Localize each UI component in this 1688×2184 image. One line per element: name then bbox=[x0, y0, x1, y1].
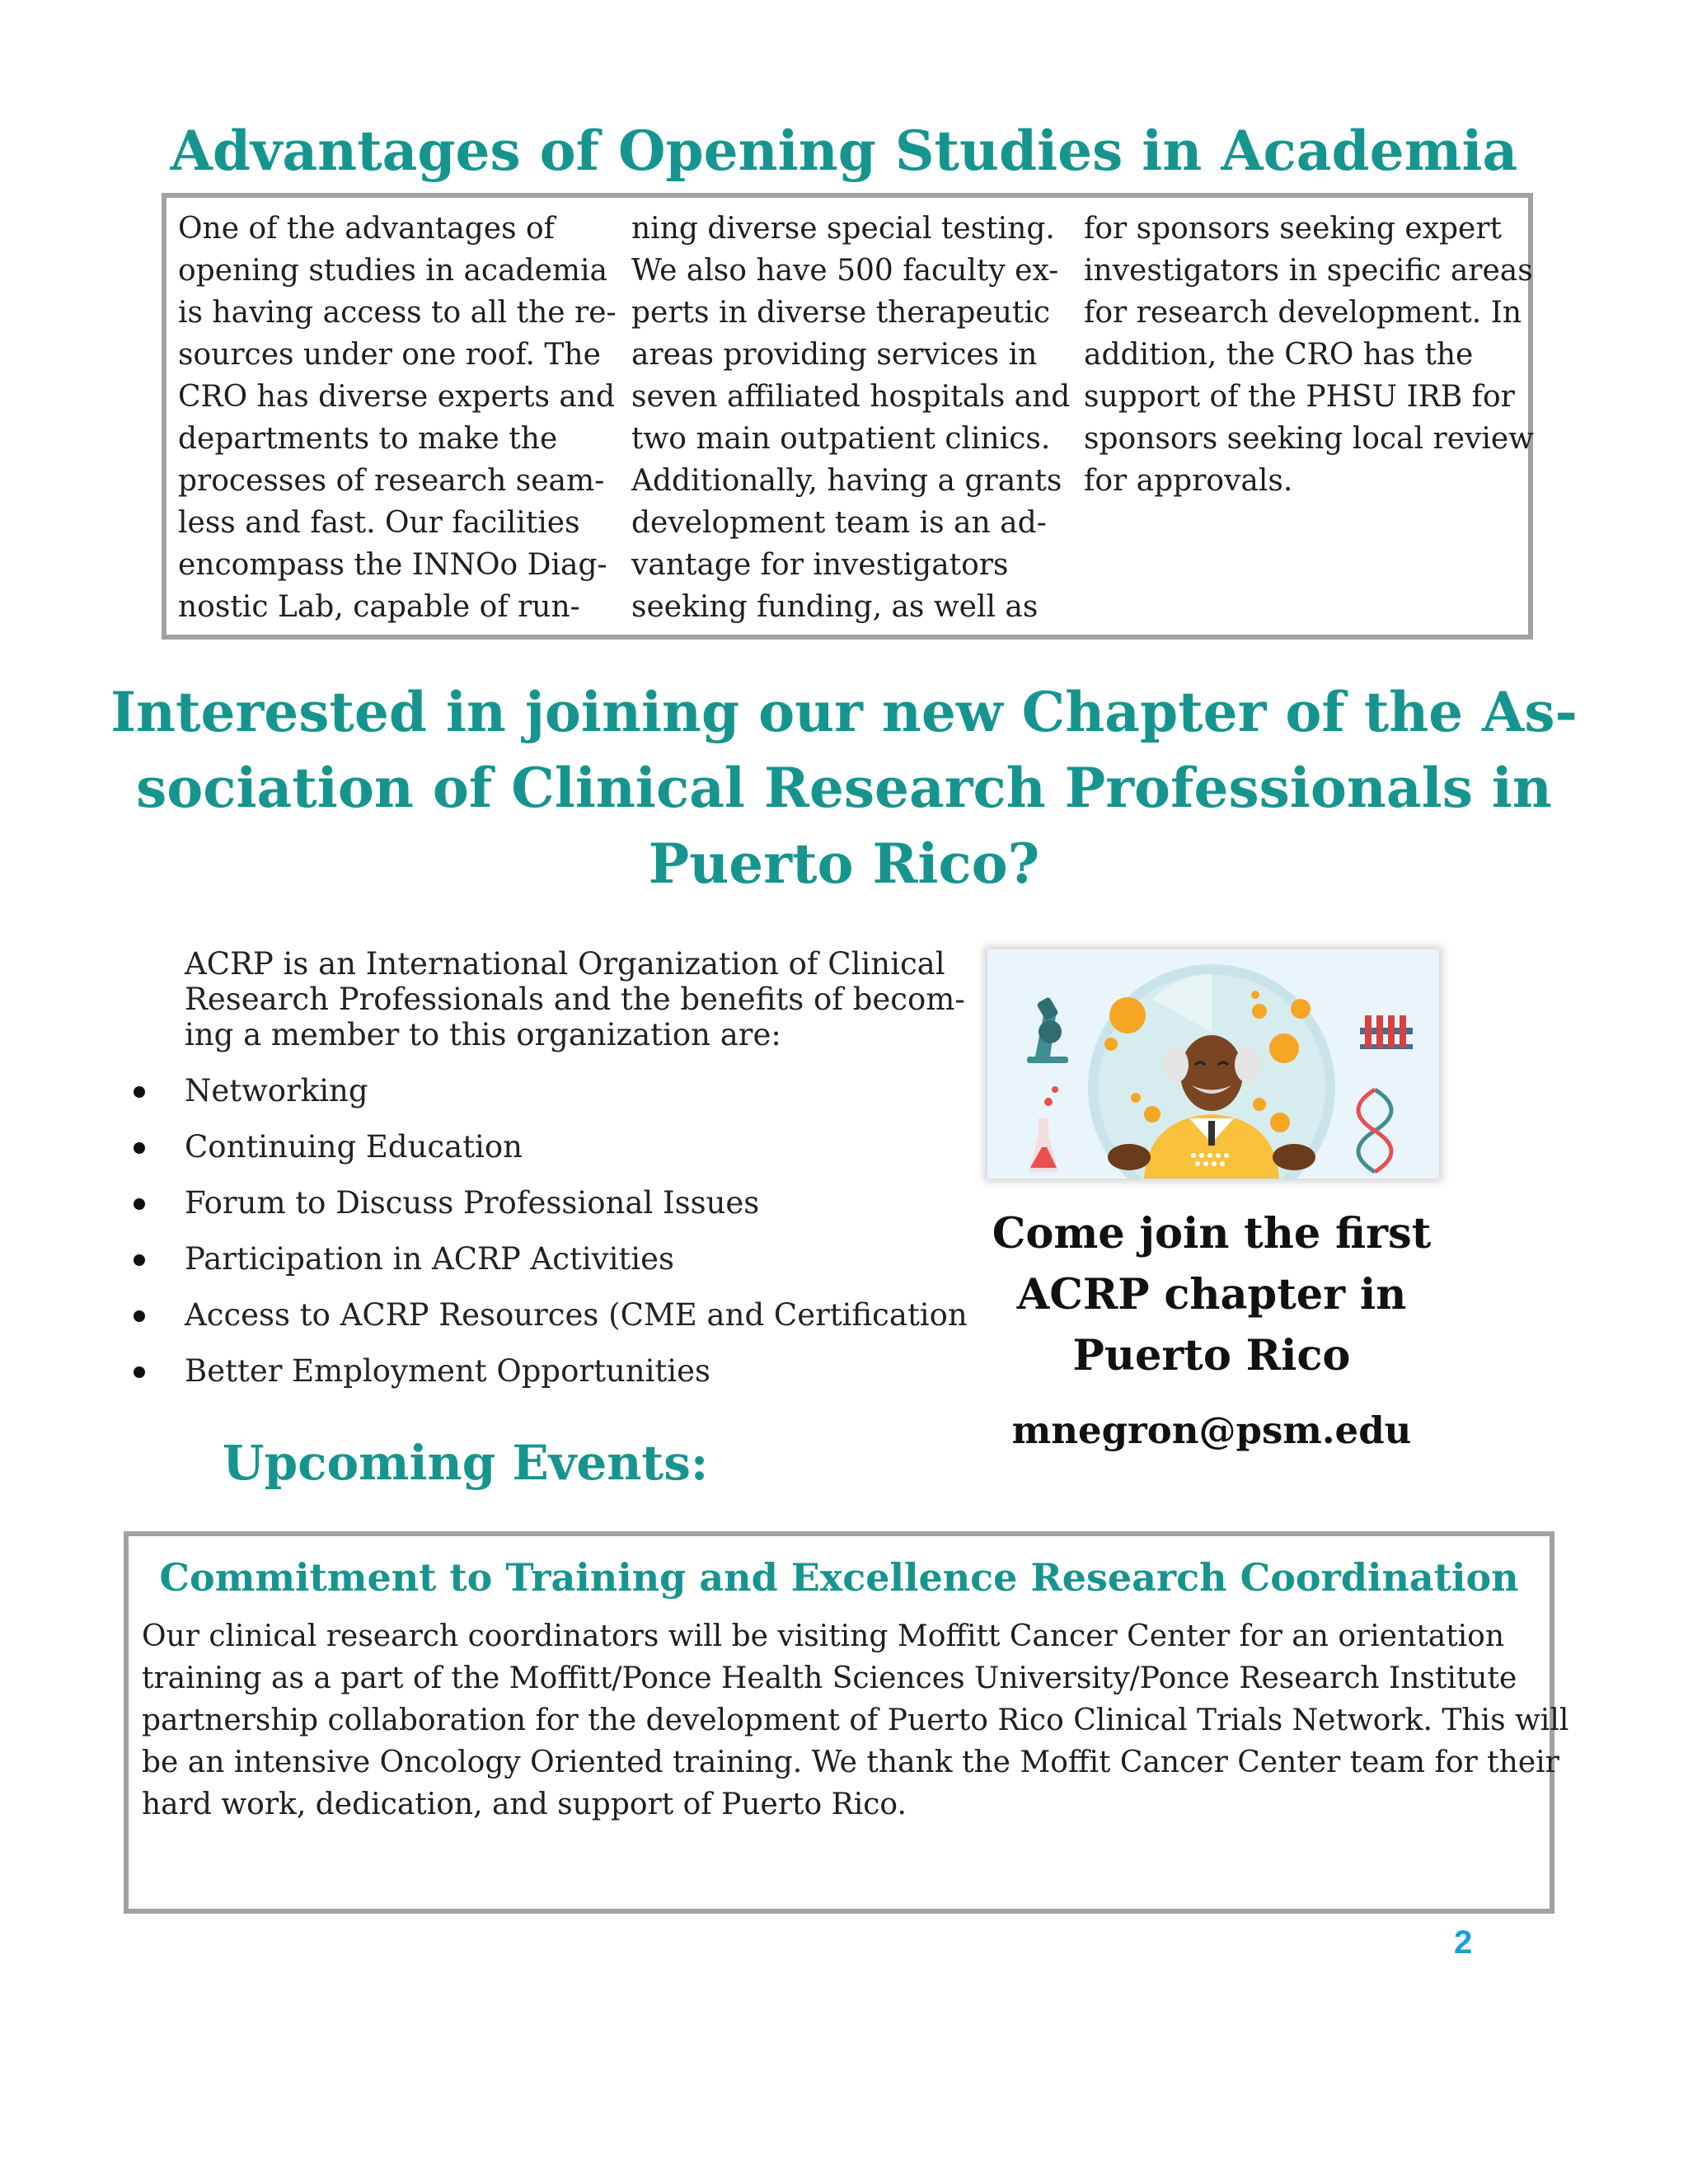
title-line: Interested in joining our new Chapter of the As- bbox=[110, 680, 1578, 744]
text-line: One of the advantages of bbox=[178, 212, 555, 246]
text-line: training as a part of the Moffitt/Ponce Health Sciences University/Ponce Research Institute bbox=[142, 1661, 1517, 1695]
text-line: be an intensive Oncology Oriented training. We thank the Moffit Cancer Center team for their bbox=[142, 1746, 1559, 1779]
text-line: Our clinical research coordinators will be visiting Moffitt Cancer Center for an orientation bbox=[142, 1619, 1505, 1653]
text-line: Research Professionals and the benefits of becom- bbox=[185, 982, 965, 1017]
title-line: Puerto Rico? bbox=[648, 832, 1040, 896]
list-item bbox=[132, 1127, 968, 1183]
benefit-label: Forum to Discuss Professional Issues bbox=[185, 1185, 760, 1221]
event-description bbox=[142, 1615, 1568, 1825]
callout-line: ACRP chapter in bbox=[1016, 1270, 1407, 1319]
text-line: Additionally, having a grants bbox=[631, 464, 1062, 498]
text-line: departments to make the bbox=[178, 422, 558, 456]
text-line: ing a member to this organization are: bbox=[185, 1017, 781, 1052]
bullet-icon bbox=[134, 1198, 145, 1210]
text-line: for sponsors seeking expert bbox=[1084, 212, 1503, 246]
bullet-icon bbox=[134, 1142, 145, 1154]
callout-line: Come join the first bbox=[992, 1209, 1432, 1258]
bullet-icon bbox=[134, 1086, 145, 1098]
text-line: two main outpatient clinics. bbox=[631, 422, 1051, 456]
list-item bbox=[132, 1296, 968, 1352]
text-line: addition, the CRO has the bbox=[1084, 338, 1474, 372]
benefit-label: Participation in ACRP Activities bbox=[185, 1241, 674, 1277]
page-number: 2 bbox=[1454, 1924, 1473, 1961]
text-line: CRO has diverse experts and bbox=[178, 380, 616, 414]
text-line: nostic Lab, capable of run- bbox=[178, 590, 580, 624]
text-line: seven affiliated hospitals and bbox=[631, 380, 1071, 414]
text-line: seeking funding, as well as bbox=[631, 590, 1039, 624]
benefit-label: Continuing Education bbox=[185, 1129, 523, 1165]
advantages-column-3 bbox=[1084, 208, 1534, 502]
list-item bbox=[132, 1240, 968, 1296]
text-line: perts in diverse therapeutic bbox=[631, 296, 1051, 330]
text-line: areas providing services in bbox=[631, 338, 1038, 372]
text-line: is having access to all the re- bbox=[178, 296, 617, 330]
list-item bbox=[132, 1183, 968, 1240]
text-line: ning diverse special testing. bbox=[631, 212, 1055, 246]
text-line: vantage for investigators bbox=[631, 548, 1009, 582]
advantages-text-box bbox=[162, 193, 1533, 640]
bullet-icon bbox=[134, 1254, 145, 1266]
advantages-column-2 bbox=[631, 208, 1070, 628]
benefit-label: Access to ACRP Resources (CME and Certification bbox=[185, 1297, 968, 1333]
bullet-icon bbox=[134, 1366, 145, 1378]
text-line: for approvals. bbox=[1084, 464, 1293, 498]
benefit-label: Networking bbox=[185, 1073, 368, 1108]
text-line: ACRP is an International Organization of Clinical bbox=[185, 946, 945, 982]
text-line: for research development. In bbox=[1084, 296, 1522, 330]
section-title-advantages: Advantages of Opening Studies in Academia bbox=[170, 119, 1518, 183]
event-title: Commitment to Training and Excellence Research Coordination bbox=[159, 1555, 1519, 1600]
title-line: sociation of Clinical Research Professionals in bbox=[136, 756, 1552, 820]
text-line: development team is an ad- bbox=[631, 506, 1047, 540]
bullet-icon bbox=[134, 1310, 145, 1322]
scientist-illustration bbox=[987, 949, 1439, 1179]
advantages-column-1 bbox=[178, 208, 617, 628]
text-line: hard work, dedication, and support of Puerto Rico. bbox=[142, 1788, 907, 1821]
text-line: opening studies in academia bbox=[178, 254, 607, 288]
section-title-join-chapter bbox=[99, 674, 1589, 902]
text-line: less and fast. Our facilities bbox=[178, 506, 580, 540]
text-line: processes of research seam- bbox=[178, 464, 605, 498]
text-line: sponsors seeking local review bbox=[1084, 422, 1534, 456]
acrp-intro-paragraph bbox=[185, 946, 965, 1052]
list-item bbox=[132, 1071, 968, 1127]
text-line: We also have 500 faculty ex- bbox=[631, 254, 1059, 288]
benefit-label: Better Employment Opportunities bbox=[185, 1353, 711, 1389]
text-line: partnership collaboration for the development of Puerto Rico Clinical Trials Network. This will bbox=[142, 1704, 1569, 1737]
text-line: support of the PHSU IRB for bbox=[1084, 380, 1515, 414]
scientist-illustration-icon bbox=[987, 949, 1439, 1179]
join-chapter-callout bbox=[964, 1203, 1459, 1386]
upcoming-events-heading: Upcoming Events: bbox=[223, 1435, 709, 1491]
benefits-list bbox=[132, 1071, 968, 1408]
event-box bbox=[124, 1531, 1569, 1914]
text-line: investigators in specific areas bbox=[1084, 254, 1533, 288]
contact-email[interactable]: mnegron@psm.edu bbox=[1011, 1408, 1412, 1452]
list-item bbox=[132, 1352, 968, 1408]
callout-line: Puerto Rico bbox=[1072, 1331, 1351, 1380]
text-line: sources under one roof. The bbox=[178, 338, 601, 372]
text-line: encompass the INNOo Diag- bbox=[178, 548, 607, 582]
